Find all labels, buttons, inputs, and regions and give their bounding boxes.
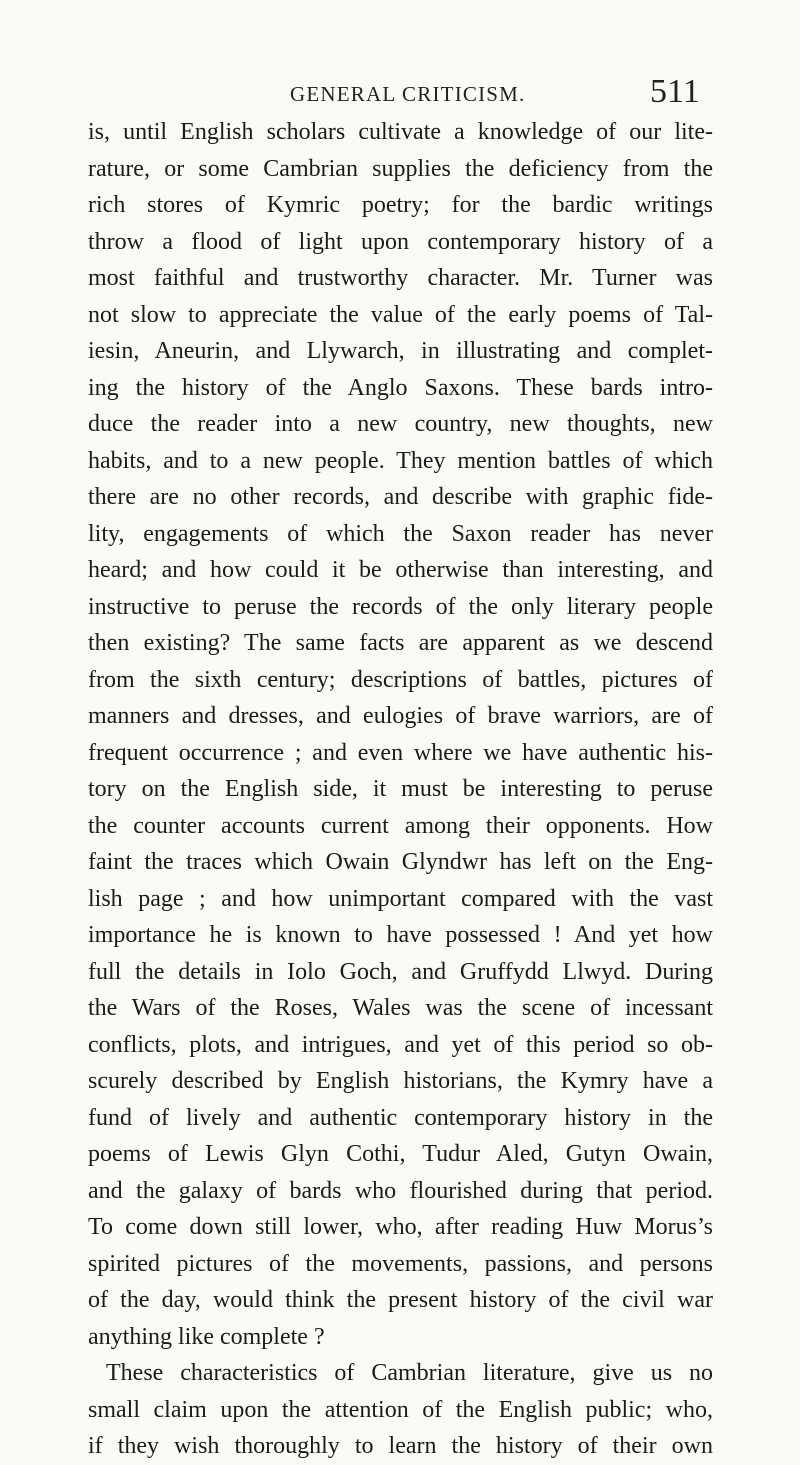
text-line: the Wars of the Roses, Wales was the scene of incessant (88, 995, 713, 1021)
text-line: manners and dresses, and eulogies of brave warriors, are of (88, 703, 713, 729)
text-line: fund of lively and authentic contemporary history in the (88, 1104, 713, 1131)
text-line: spirited pictures of the movements, passions, and persons (88, 1250, 713, 1277)
running-title: GENERAL CRITICISM. (290, 82, 526, 106)
text-line: is, until English scholars cultivate a knowledge of our lite- (88, 119, 713, 145)
text-line: heard; and how could it be otherwise than interesting, and (88, 557, 713, 583)
text-line: lity, engagements of which the Saxon reader has never (88, 520, 713, 547)
text-line: there are no other records, and describe with graphic fide- (88, 484, 713, 510)
text-line: the counter accounts current among their opponents. How (88, 812, 713, 839)
text-line: from the sixth century; descriptions of battles, pictures of (88, 666, 713, 693)
text-line: of the day, would think the present history of the civil war (88, 1287, 713, 1313)
text-line: lish page ; and how unimportant compared with the vast (88, 885, 713, 912)
text-line: importance he is known to have possessed ! And yet how (88, 922, 713, 948)
text-line: instructive to peruse the records of the only literary people (88, 593, 713, 620)
text-line: iesin, Aneurin, and Llywarch, in illustrating and complet- (88, 338, 713, 364)
text-line: faint the traces which Owain Glyndwr has left on the Eng- (88, 849, 713, 875)
text-line: throw a flood of light upon contemporary history of a (88, 228, 713, 255)
text-line: tory on the English side, it must be interesting to peruse (88, 776, 713, 802)
text-line: anything like complete ? (88, 1323, 325, 1350)
text-line: duce the reader into a new country, new thoughts, new (88, 411, 713, 437)
text-line: most faithful and trustworthy character. Mr. Turner was (88, 265, 713, 291)
text-line: and the galaxy of bards who flourished during that period. (88, 1177, 713, 1204)
page-number: 511 (650, 73, 700, 110)
body-text (88, 114, 713, 1465)
text-line: not slow to appreciate the value of the early poems of Tal- (88, 301, 713, 328)
text-line: then existing? The same facts are apparent as we descend (88, 630, 713, 656)
text-line: habits, and to a new people. They mention battles of which (88, 447, 713, 474)
text-line: small claim upon the attention of the English public; who, (88, 1396, 713, 1423)
text-line: full the details in Iolo Goch, and Gruffydd Llwyd. During (88, 958, 713, 985)
text-line: To come down still lower, who, after reading Huw Morus’s (88, 1214, 713, 1240)
text-line: scurely described by English historians, the Kymry have a (88, 1068, 713, 1094)
text-line: if they wish thoroughly to learn the history of their own (88, 1433, 713, 1459)
text-line: frequent occurrence ; and even where we have authentic his- (88, 739, 713, 766)
text-line: ing the history of the Anglo Saxons. These bards intro- (88, 374, 713, 401)
text-line: These characteristics of Cambrian literature, give us no (106, 1360, 713, 1386)
text-line: conflicts, plots, and intrigues, and yet of this period so ob- (88, 1031, 713, 1058)
text-line: rich stores of Kymric poetry; for the bardic writings (88, 192, 713, 218)
text-line: poems of Lewis Glyn Cothi, Tudur Aled, Gutyn Owain, (88, 1141, 713, 1167)
text-line: rature, or some Cambrian supplies the deficiency from the (88, 155, 713, 182)
